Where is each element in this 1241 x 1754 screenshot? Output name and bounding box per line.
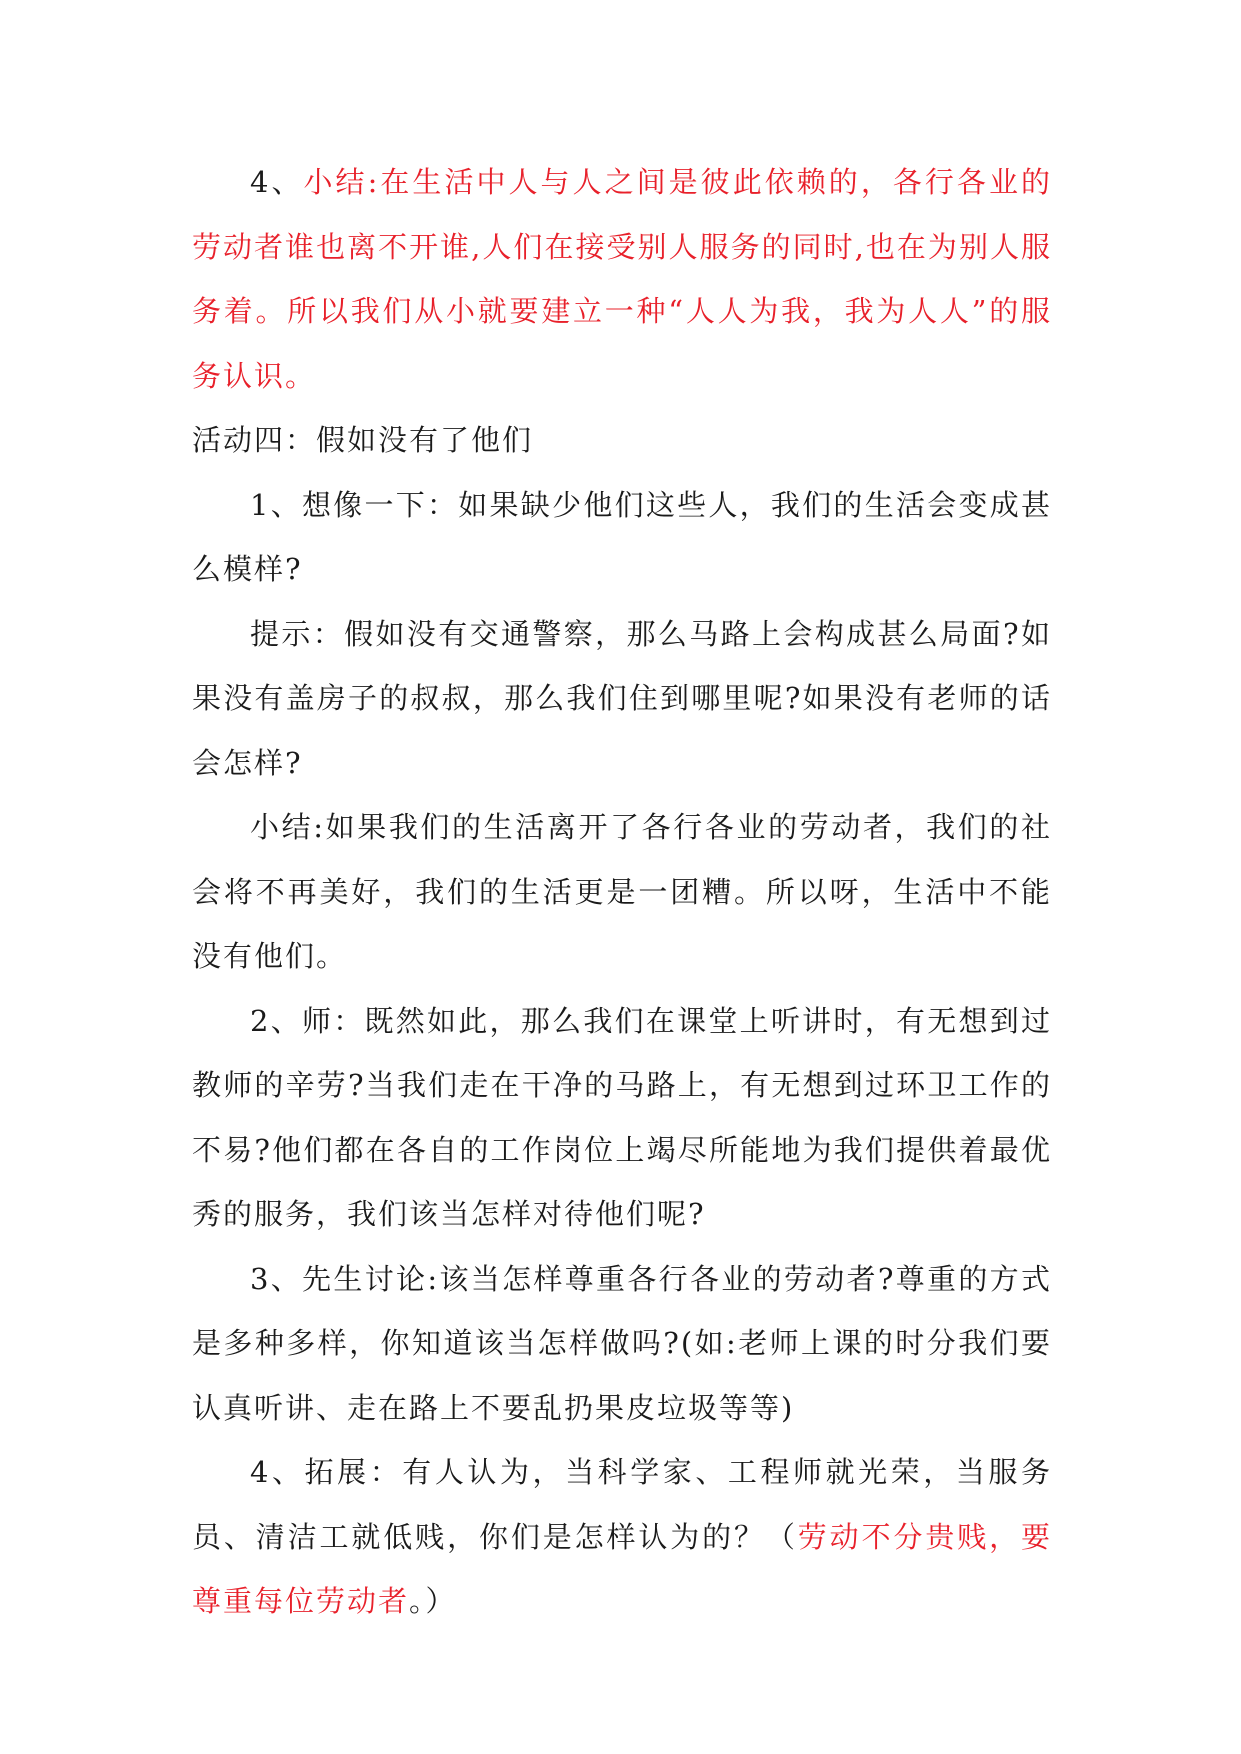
discussion-paragraph: 3、先生讨论:该当怎样尊重各行各业的劳动者?尊重的方式是多种多样，你知道该当怎样做吗?(如:老师上课的时分我们要认真听讲、走在路上不要乱扔果皮垃圾等等) xyxy=(192,1261,1052,1425)
summary-paragraph xyxy=(192,150,1052,408)
imagine-paragraph: 1、想像一下：如果缺少他们这些人，我们的生活会变成甚么模样? xyxy=(192,487,1052,586)
hint-paragraph: 提示：假如没有交通警察，那么马路上会构成甚么局面?如果没有盖房子的叔叔，那么我们住到哪里呢?如果没有老师的话会怎样? xyxy=(192,616,1052,780)
activity-heading: 活动四：假如没有了他们 xyxy=(192,423,534,457)
extension-paragraph xyxy=(192,1440,1052,1634)
highlighted-summary: 小结:在生活中人与人之间是彼此依赖的，各行各业的劳动者谁也离不开谁,人们在接受别人服务的同时,也在为别人服务着。所以我们从小就要建立一种“人人为我，我为人人”的服务认识。 xyxy=(192,165,1052,393)
teacher-paragraph: 2、师：既然如此，那么我们在课堂上听讲时，有无想到过教师的辛劳?当我们走在干净的马路上，有无想到过环卫工作的不易?他们都在各自的工作岗位上竭尽所能地为我们提供着最优秀的服务，我们该当怎样对待他们呢? xyxy=(192,1003,1052,1231)
document-page xyxy=(192,150,1052,1634)
extension-text: 4、拓展：有人认为，当科学家、工程师就光荣，当服务员、清洁工就低贱，你们是怎样认为的？（ xyxy=(192,1455,1052,1554)
highlighted-answer: 劳动不分贵贱，要尊重每位劳动者 xyxy=(192,1519,1052,1618)
extension-closing: 。） xyxy=(409,1584,457,1618)
conclusion-paragraph: 小结:如果我们的生活离开了各行各业的劳动者，我们的社会将不再美好，我们的生活更是一团糟。所以呀，生活中不能没有他们。 xyxy=(192,810,1052,973)
item-number: 4、 xyxy=(250,165,304,199)
